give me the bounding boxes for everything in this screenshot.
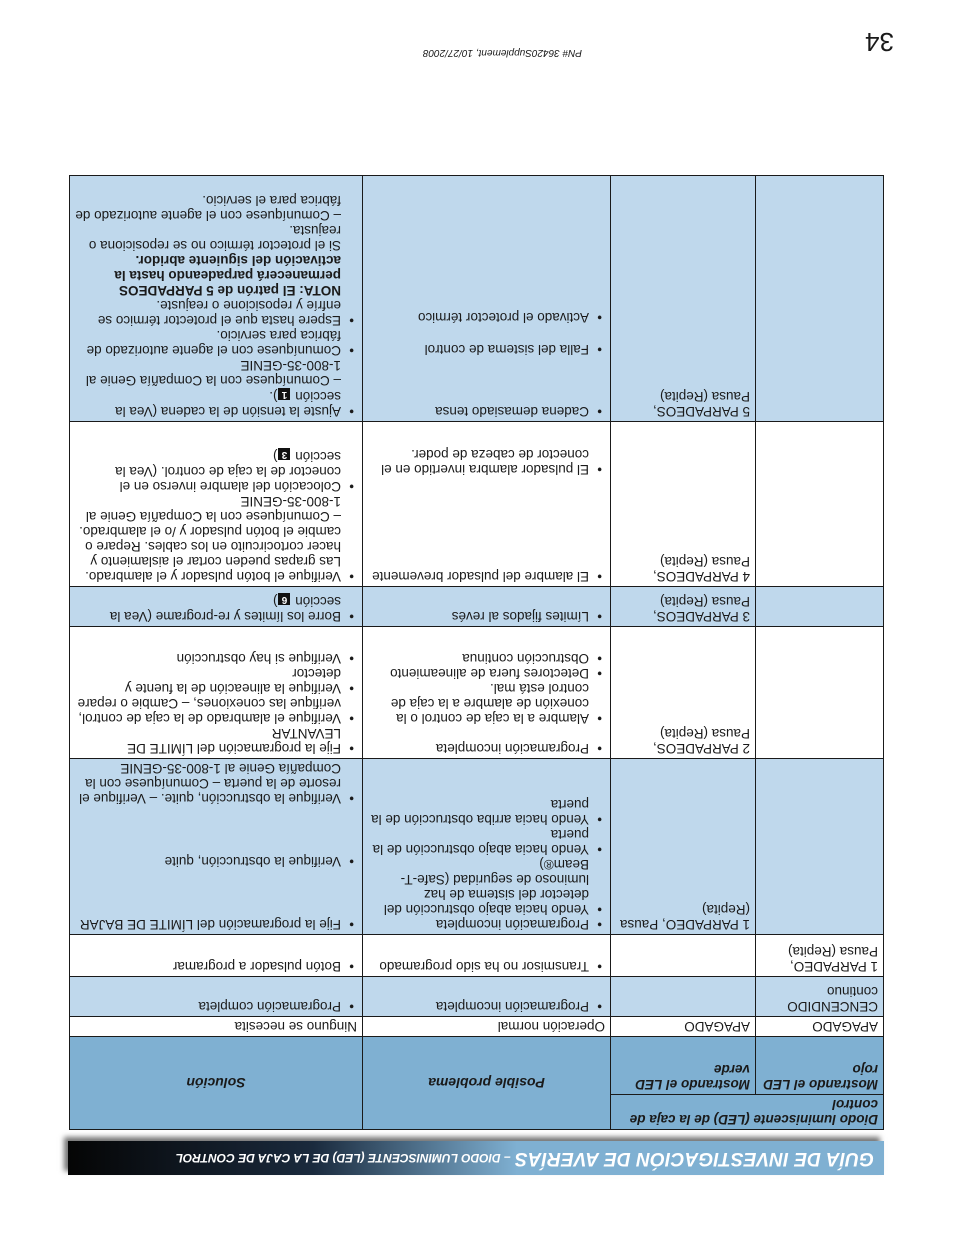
solution-text: Ajuste la tensión de la cadena (Vea la sección (115, 389, 341, 419)
solution-item: • Comuníquese con el agente autorizado de fábrica para servicio. (75, 328, 357, 358)
cell-solution (70, 935, 363, 977)
page-number: 34 (865, 27, 894, 57)
section-banner (68, 1141, 884, 1175)
cell-red (756, 176, 884, 422)
problem-item: • Detectores fuera de alineamiento (368, 666, 605, 681)
cell-green (611, 935, 756, 977)
cell-green: 4 PARPADEOS, Pausa (Repita) (611, 422, 756, 587)
footer-part-number: PN# 36420Supplement, 10/27/2008 (422, 47, 582, 58)
problem-item: • Falla del sistema de control (368, 342, 605, 357)
header-red-led: Mostrando el LED rojo (756, 1037, 884, 1095)
problem-item: • El alambre del pulsador brevemente (368, 569, 605, 584)
table-row (70, 977, 884, 1017)
cell-solution (70, 977, 363, 1017)
table-header-row-1 (70, 1095, 884, 1130)
solution-item: • Espere hasta que el protector térmico se enfríe y reposicione o reajuste. (75, 298, 357, 328)
solution-text: ) (272, 594, 278, 609)
cell-red (756, 422, 884, 587)
troubleshooting-table (69, 175, 884, 1130)
cell-green: APAGADO (611, 1017, 756, 1037)
solution-item: • Verifique la obstrucción, quite. – Verifique el resorte de la puerta – Comuníquese con la Compañía Genie al 1-800-35-GENIE (75, 761, 357, 806)
table-row (70, 422, 884, 587)
table-row (70, 935, 884, 977)
cell-problem (363, 977, 611, 1017)
table-row (70, 1017, 884, 1037)
cell-problem (363, 759, 611, 935)
cell-red (756, 759, 884, 935)
solution-item: • Fije la programación del LÍMITE DE BAJAR (75, 917, 357, 932)
problem-item: • Programación incompleta (368, 741, 605, 756)
cell-green: 2 PARPADEOS, Pausa (Repita) (611, 627, 756, 759)
cell-problem (363, 587, 611, 627)
problem-item: • Yendo hacia abajo obstrucción de la puerta (368, 827, 605, 857)
problem-item: • Programación incompleta (368, 999, 605, 1014)
solution-item: • Programación completa (75, 999, 357, 1014)
problem-item: • Límites fijados al revés (368, 609, 605, 624)
cell-green: 5 PARPADEOS, Pausa (Repita) (611, 176, 756, 422)
problem-item: • El pulsador alambra invertido en el conector de cabeza de poder. (368, 447, 605, 477)
cell-problem (363, 935, 611, 977)
solution-item (75, 593, 357, 624)
cell-solution (70, 587, 363, 627)
cell-green: 3 PARPADEOS, Pausa (Repita) (611, 587, 756, 627)
note-text: NOTA: El patrón de 5 PARPADEOS permanecerá parpadeando hasta la activación del siguiente abridor. (114, 253, 341, 298)
solution-item (75, 358, 357, 419)
table-row (70, 627, 884, 759)
problem-item: • Programación incompleta (368, 917, 605, 932)
solution-text: – Comuníquese con la Compañía Genie al 1-800-35-GENIE (85, 358, 341, 388)
problem-item: • Activado el protector térmico (368, 310, 605, 325)
cell-red: CENCENDIDO continuo (756, 977, 884, 1017)
cell-solution (70, 759, 363, 935)
problem-item: • Yendo hacia arriba obstrucción de la puerta (368, 797, 605, 827)
solution-item: • Verifique si hay obstrucción (75, 651, 357, 666)
cell-solution (70, 176, 363, 422)
cell-solution (70, 422, 363, 587)
solution-item: • Verifique el botón pulsador y el alambrado. Las grapas pueden cortar el aislamiento y hacer cortocircuito en los cables. Repare o cambie el botón pulsador y /o el alambrado. – Comuníquese con la Compañía Genie al 1-800-35-GENIE (75, 494, 357, 584)
problem-item: • Alambre a la caja de control o la conexión de alambre a la caja de control está mal. (368, 681, 605, 726)
table-row (70, 176, 884, 422)
problem-item: • Obstrucción continua (368, 651, 605, 666)
solution-text: Colocación del alambre inverso en el conector de la caja de control. (Vea la sección (115, 449, 341, 494)
cell-solution: Ninguno se necesita (70, 1017, 363, 1037)
section-number-badge: 6 (278, 593, 290, 605)
cell-green: 1 PARPADEO, Pausa (Repita) (611, 759, 756, 935)
section-number-badge: 1 (278, 388, 290, 400)
cell-red: APAGADO (756, 1017, 884, 1037)
cell-red (756, 587, 884, 627)
banner-subtitle: – DIODO LUMINISCENTE (LED) DE LA CAJA DE CONTROL (175, 1151, 511, 1165)
solution-text: – Comuníquese con el agente autorizado de fábrica para el servicio. (75, 193, 341, 223)
table-row (70, 759, 884, 935)
cell-problem (363, 176, 611, 422)
cell-red (756, 627, 884, 759)
cell-red: 1 PARPADEO, Pausa (Repita) (756, 935, 884, 977)
header-led-group: Diodo luminiscente (LED) de la caja de control (611, 1095, 884, 1130)
solution-text: Borre los límites y re-programe (Vea la sección (109, 594, 341, 624)
solution-item: • Botón pulsador a programar (75, 959, 357, 974)
solution-item: • Fije la programación del LÍMITE DE LEVANTAR (75, 726, 357, 756)
header-green-led: Mostrando el LED verde (611, 1037, 756, 1095)
header-problem: Posible problema (363, 1037, 611, 1130)
cell-problem (363, 422, 611, 587)
solution-text: ) (272, 449, 278, 464)
problem-item (368, 857, 605, 917)
problem-item: • Cadena demasiado tensa (368, 404, 605, 419)
table-row (70, 587, 884, 627)
solution-item (75, 448, 357, 494)
cell-green (611, 977, 756, 1017)
solution-text: ). (269, 389, 278, 404)
cell-problem: Operación normal (363, 1017, 611, 1037)
cell-problem (363, 627, 611, 759)
solution-text: Si el protector térmico no se reposiciona o reajusta. (88, 223, 341, 253)
problem-item: • Transmisor no ha sido programado (368, 959, 605, 974)
solution-item: • Verifique la obstrucción, quite (75, 854, 357, 869)
problem-text: Yendo hacia abajo obstrucción del detector del sistema de haz luminoso de seguridad (Safe-T-Beam®) (383, 857, 589, 917)
cell-solution (70, 627, 363, 759)
solution-item: • Verifique el alambrado de la caja de control, verifique las conexiones, – Cambie o repare (75, 696, 357, 726)
header-solution: Solución (70, 1037, 363, 1130)
section-number-badge: 3 (278, 448, 290, 460)
banner-title: GUÍA DE INVESTIGACIÓN DE AVERÍAS (514, 1148, 874, 1169)
solution-item: • Verifique la alineación de la fuente y detector (75, 666, 357, 696)
